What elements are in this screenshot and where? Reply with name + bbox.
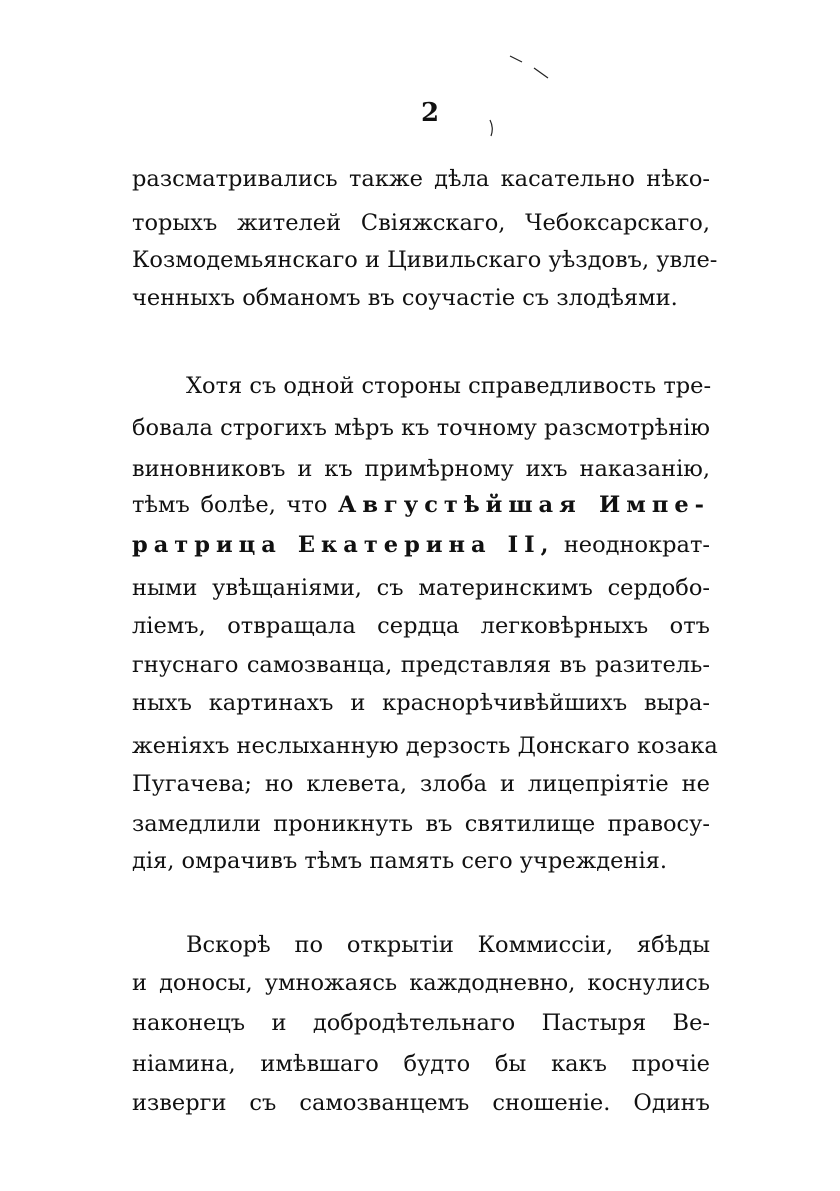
text-line: разсматривались также дѣла касательно нѣко- xyxy=(132,166,710,192)
text-line: Пугачева; но клевета, злоба и лицепріятіе не xyxy=(132,771,710,797)
text-line: и доносы, умножаясь каждодневно, коснулись xyxy=(132,970,710,996)
text-line-with-spaced-title xyxy=(132,525,710,565)
text-line: торыхъ жителей Свіяжскаго, Чебоксарскаго, xyxy=(132,210,710,236)
text-fragment: тѣмъ болѣе, что xyxy=(132,492,328,518)
text-line: Хотя съ одной стороны справедливость тре- xyxy=(186,373,712,399)
text-line: виновниковъ и къ примѣрному ихъ наказанію, xyxy=(132,456,710,482)
spaced-title: ратрица Екатерина II, xyxy=(132,532,555,558)
text-line: ныхъ картинахъ и краснорѣчивѣйшихъ выра- xyxy=(132,690,710,716)
scan-mark xyxy=(488,118,496,138)
text-line: замедлили проникнуть въ святилище правосу- xyxy=(132,811,710,837)
text-line: ными увѣщаніями, съ материнскимъ сердобо- xyxy=(132,575,710,601)
text-line: дія, омрачивъ тѣмъ память сего учрежденія. xyxy=(132,848,668,874)
spaced-title: Августѣйшая Импе- xyxy=(338,492,710,518)
text-line: ніамина, имѣвшаго будто бы какъ прочіе xyxy=(132,1051,710,1077)
text-line: изверги съ самозванцемъ сношеніе. Одинъ xyxy=(132,1090,710,1116)
text-line: бовала строгихъ мѣръ къ точному разсмотрѣнію xyxy=(132,415,710,441)
page-number: 2 xyxy=(420,98,440,128)
text-line: гнуснаго самозванца, представляя въ разитель- xyxy=(132,652,710,678)
scan-mark xyxy=(508,54,552,80)
text-line-with-spaced-title xyxy=(132,485,710,525)
text-fragment: неоднократ- xyxy=(563,532,710,558)
text-line: женіяхъ неслыханную дерзость Донскаго козака xyxy=(132,733,718,759)
text-line: наконецъ и добродѣтельнаго Пастыря Ве- xyxy=(132,1010,710,1036)
text-line: ліемъ, отвращала сердца легковѣрныхъ отъ xyxy=(132,613,710,639)
text-line: Вскорѣ по открытіи Коммиссіи, ябѣды xyxy=(186,932,710,958)
text-line: Козмодемьянскаго и Цивильскаго уѣздовъ, увле- xyxy=(132,247,718,273)
text-line: ченныхъ обманомъ въ соучастіе съ злодѣями. xyxy=(132,285,678,311)
